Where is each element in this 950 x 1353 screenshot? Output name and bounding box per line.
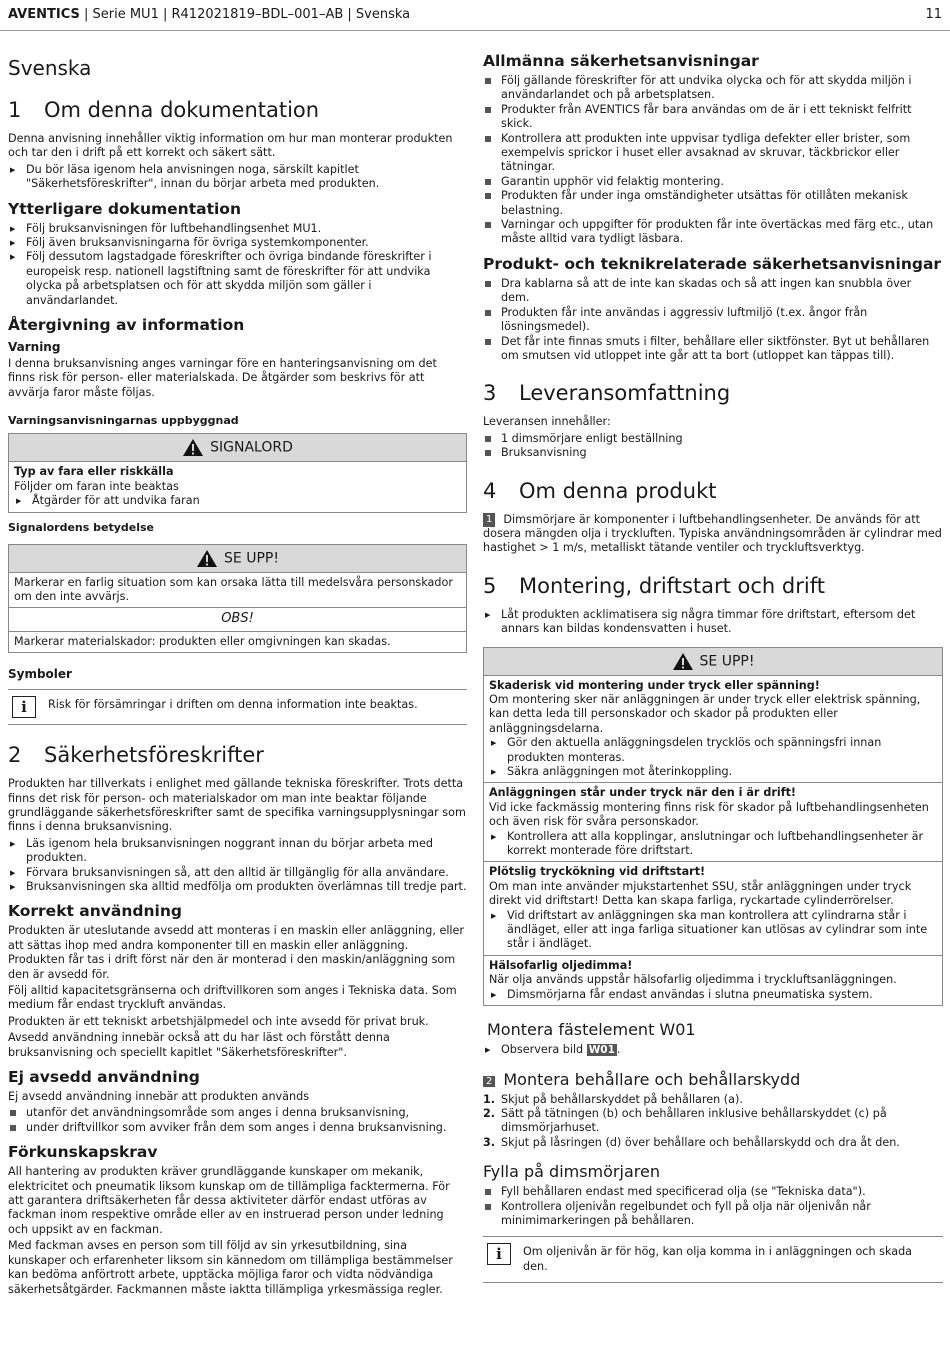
- list-item: ▶ Säkra anläggningen mot återinkoppling.: [489, 765, 937, 779]
- list-item: ▶ Följ dessutom lagstadgade föreskrifter och övriga bindande föreskrifter i europeisk resp. nationell lagstiftning samt de föreskrifter för att undvika olycka på arbetsplatsen och för att skydda miljön som gäller i användarlandet.: [8, 250, 467, 308]
- korrekt-text: Avsedd användning innebär också att du har läst och förstått denna bruksanvisning och speciellt kapitlet "Säkerhetsföreskrifter".: [8, 1031, 390, 1059]
- se-upp-text: Markerar en farlig situation som kan orsaka lätta till medelsvåra personskador om den inte avvärjs.: [14, 575, 453, 603]
- montera-fastelement-heading: Montera fästelement W01: [487, 1020, 696, 1040]
- varning-text: I denna bruksanvisning anges varningar före en hanteringsanvisning om det finns risk för person- eller materialskada. De åtgärder som beskrivs för att avvärja faror måste följas.: [8, 357, 437, 399]
- warning-text: Vid icke fackmässig montering finns risk för skador på luftbehandlingsenheten och även risk för svåra personskador.: [489, 800, 929, 829]
- warning-structure-box: [8, 433, 467, 512]
- list-item: ▶ Dimsmörjarna får endast användas i slutna pneumatiska system.: [489, 988, 937, 1002]
- fylla-heading: Fylla på dimsmörjaren: [483, 1162, 660, 1182]
- korrekt-text: Följ alltid kapacitetsgränserna och driftvillkoren som anges i Tekniska data. Som medium får endast tryckluft användas.: [8, 984, 457, 1012]
- figure-ref-badge: 2: [483, 1076, 495, 1087]
- list-item: ▶ Observera bild W01 .: [483, 1043, 943, 1057]
- produkt-list: [483, 277, 943, 363]
- list-item: ▶ Vid driftstart av anläggningen ska man kontrollera att cylindrarna står i ändläget, eller att inga farliga situationer kan utlösas av cylindrar som inte står i ändläget.: [489, 909, 937, 952]
- section-1-text: Denna anvisning innehåller viktig information om hur man monterar produkten och tar den i drift på ett korrekt och säkert sätt.: [8, 132, 453, 160]
- list-item: ▶ Förvara bruksanvisningen så, att den alltid är tillgänglig för alla användare.: [8, 866, 467, 880]
- brand: AVENTICS: [8, 7, 80, 22]
- fylla-list: [483, 1185, 943, 1228]
- ej-avsedd-list: [8, 1106, 467, 1135]
- warning-title: Plötslig tryckökning vid driftstart!: [489, 865, 706, 879]
- left-column: [8, 56, 467, 1299]
- list-item: Produkten får inte användas i aggressiv luftmiljö (t.ex. ångor från lösningsmedel).: [483, 306, 943, 335]
- section-1-heading: 1 Om denna dokumentation: [8, 98, 320, 122]
- list-item: Produkter från AVENTICS får bara användas om de är i ett tekniskt felfritt skick.: [483, 103, 943, 132]
- info-note-row: [483, 1236, 943, 1283]
- info-symbol-text: Risk för försämringar i driften om denna information inte beaktas.: [48, 698, 418, 712]
- list-item: utanför det användningsområde som anges i denna bruksanvisning,: [8, 1106, 467, 1120]
- page-number: 11: [925, 7, 942, 22]
- warning-triangle-icon: [196, 549, 218, 568]
- list-item: ▶ Låt produkten acklimatisera sig några timmar före driftstart, eftersom det annars kan bildas kondensvatten i huset.: [483, 608, 943, 637]
- list-item: ▶ Läs igenom hela bruksanvisningen noggrant innan du börjar arbeta med produkten.: [8, 837, 467, 866]
- step-item: 2. Sätt på tätningen (b) och behållaren inklusive behållarskyddet (c) på dimsmörjarhuset.: [483, 1106, 887, 1135]
- section-5-heading: 5 Montering, driftstart och drift: [483, 573, 825, 598]
- warning-title: Anläggningen står under tryck när den i är drift!: [489, 786, 797, 800]
- list-item: ▶ Gör den aktuella anläggningsdelen trycklös och spänningsfri innan produkten monteras.: [489, 736, 937, 765]
- list-item: Kontrollera att produkten inte uppvisar tydliga defekter eller brister, som exempelvis sprickor i huset eller avsaknad av skruvar, täckbrickor eller tätningar.: [483, 132, 943, 175]
- warning-triangle-icon: [672, 652, 694, 671]
- list-item: Det får inte finnas smuts i filter, behållare eller siktfönster. Byt ut behållaren om smutsen vid utloppet inte går att ta bort (utloppet kan täppas till).: [483, 335, 943, 364]
- uppbyggnad-heading: Varningsanvisningarnas uppbyggnad: [8, 414, 239, 428]
- hazard-measure: ▶ Åtgärder för att undvika faran: [14, 494, 461, 508]
- step-item: 1. Skjut på behållarskyddet på behållaren (a).: [483, 1092, 743, 1106]
- section-3-text: Leveransen innehåller:: [483, 415, 611, 429]
- section-2-heading: 2 Säkerhetsföreskrifter: [8, 743, 264, 768]
- section-2-text: Produkten har tillverkats i enlighet med gällande tekniska föreskrifter. Trots detta finns det risk för person- och materialskador om man inte beaktar följande grundläggande säkerhetsföreskrifter samt de specifika varningsupplysningar som finns i denna bruksanvisning.: [8, 777, 466, 834]
- montera-behallare-heading: 2 Montera behållare och behållarskydd: [483, 1070, 943, 1089]
- warning-text: Om montering sker när anläggningen är under tryck eller elektrisk spänning, kan detta leda till personskador och skador på produkten eller anläggningsdelarna.: [489, 692, 921, 735]
- ytterligare-list: [8, 222, 467, 308]
- warning-title: Skaderisk vid montering under tryck eller spänning!: [489, 678, 820, 692]
- info-icon: i: [12, 696, 36, 718]
- se-upp-box: [8, 544, 467, 654]
- section-1-list: [8, 163, 467, 192]
- list-item: ▶ Kontrollera att alla kopplingar, anslutningar och luftbehandlingsenheter är korrekt monterade före driftstart.: [489, 830, 937, 859]
- list-item: ▶ Du bör läsa igenom hela anvisningen noga, särskilt kapitlet "Säkerhetsföreskrifter", innan du börjar arbeta med produkten.: [8, 163, 467, 192]
- page-header: [8, 5, 942, 27]
- header-divider: [0, 30, 950, 31]
- forkunskap-heading: Förkunskapskrav: [8, 1143, 158, 1162]
- warning-title: Hälsofarlig oljedimma!: [489, 958, 633, 972]
- obs-text: Markerar materialskador: produkten eller omgivningen kan skadas.: [9, 631, 466, 652]
- header-doc-info: | Serie MU1 | R412021819–BDL–001–AB | Svenska: [79, 7, 411, 22]
- montera-steps: [483, 1093, 943, 1151]
- ytterligare-heading: Ytterligare dokumentation: [8, 199, 241, 218]
- allmanna-list: [483, 74, 943, 247]
- figure-ref-w01: W01: [588, 1044, 615, 1057]
- section-4-text: 1 Dimsmörjare är komponenter i luftbehandlingsenheter. De används för att dosera mängden olja i tryckluften. Typiska användningsområden är cylindrar med hastighet > 1 m/s, metalliskt tätande ventiler och tryckluftsverktyg.: [483, 512, 942, 555]
- atergivning-heading: Återgivning av information: [8, 316, 245, 335]
- produkt-heading: Produkt- och teknikrelaterade säkerhetsanvisningar: [483, 254, 942, 273]
- warning-triangle-icon: [182, 438, 204, 457]
- step-item: 3. Skjut på låsringen (d) över behållare och behållarskydd och dra åt den.: [483, 1135, 900, 1149]
- section-5-list: [483, 608, 943, 637]
- list-item: ▶ Bruksanvisningen ska alltid medfölja om produkten överlämnas till tredje part.: [8, 880, 467, 894]
- varning-heading: Varning: [8, 340, 61, 355]
- right-column: [483, 52, 943, 1291]
- list-item: Fyll behållaren endast med specificerad olja (se "Tekniska data").: [483, 1185, 943, 1199]
- list-item: Kontrollera oljenivån regelbundet och fyll på olja när oljenivån når minimimarkeringen på behållaren.: [483, 1200, 943, 1229]
- list-item: Bruksanvisning: [483, 446, 943, 460]
- warning-text: När olja används uppstår hälsofarlig oljedimma i tryckluftsanläggningen.: [489, 973, 897, 987]
- list-item: Produkten får under inga omständigheter utsättas för otillåten mekanisk belastning.: [483, 189, 943, 218]
- section-3-heading: 3 Leveransomfattning: [483, 381, 731, 406]
- signal-word: SE UPP!: [699, 653, 755, 670]
- korrekt-heading: Korrekt användning: [8, 902, 182, 921]
- hazard-consequence: Följder om faran inte beaktas: [14, 479, 179, 493]
- figure-ref-badge: 1: [483, 513, 495, 527]
- warning-text: Om man inte använder mjukstartenhet SSU, står anläggningen under tryck direkt vid driftstart! Detta kan skapa farliga, ryckartade cylinderrörelser.: [489, 879, 912, 908]
- info-symbol-row: [8, 689, 467, 725]
- hazard-type: Typ av fara eller riskkälla: [14, 465, 174, 479]
- list-item: ▶ Följ även bruksanvisningarna för övriga systemkomponenter.: [8, 236, 467, 250]
- ej-avsedd-heading: Ej avsedd användning: [8, 1068, 200, 1087]
- obs-label: OBS!: [9, 607, 466, 630]
- section-3-list: [483, 432, 943, 461]
- language-heading: Svenska: [8, 56, 92, 80]
- list-item: under driftvillkor som avviker från dem som anges i denna bruksanvisning.: [8, 1121, 467, 1135]
- list-item: Garantin upphör vid felaktig montering.: [483, 175, 943, 189]
- allmanna-heading: Allmänna säkerhetsanvisningar: [483, 52, 759, 70]
- korrekt-text: Produkten är ett tekniskt arbetshjälpmedel och inte avsedd för privat bruk.: [8, 1014, 429, 1028]
- list-item: Följ gällande föreskrifter för att undvika olycka och för att skydda miljön i användarlandet och på arbetsplatsen.: [483, 74, 943, 103]
- signal-word: SIGNALORD: [210, 439, 293, 456]
- montera-list: [483, 1043, 943, 1057]
- signalord-heading: Signalordens betydelse: [8, 520, 154, 534]
- info-note-text: Om oljenivån är för hög, kan olja komma in i anläggningen och skada den.: [523, 1245, 913, 1273]
- list-item: Dra kablarna så att de inte kan skadas och så att ingen kan snubbla över dem.: [483, 277, 943, 306]
- ej-avsedd-text: Ej avsedd användning innebär att produkten används: [8, 1090, 310, 1104]
- list-item: 1 dimsmörjare enligt beställning: [483, 432, 943, 446]
- korrekt-text: Produkten är uteslutande avsedd att monteras i en maskin eller anläggning, eller att sättas ihop med andra komponenter till en maskin eller anläggning. Produkten får tas i drift först när den är monterad i den maskin/anläggning som den är avsedd för.: [8, 924, 465, 981]
- info-icon: i: [487, 1243, 511, 1265]
- list-item: Varningar och uppgifter för produkten får inte övertäckas med färg etc., utan måste alltid vara tydligt läsbara.: [483, 218, 943, 247]
- signal-word: SE UPP!: [224, 550, 279, 566]
- section-2-list: [8, 837, 467, 895]
- forkunskap-text: All hantering av produkten kräver grundläggande kunskaper om mekanik, elektricitet och pneumatik liksom kunskap om de tillämpliga facktermerna. För att garantera driftsäkerheten får dessa aktiviteter därför endast utföras av fackman inom respektive område eller av en instruerad person under ledning och uppsikt av en fackman.: [8, 1165, 450, 1236]
- se-upp-warning-box: [483, 647, 943, 1007]
- list-item: ▶ Följ bruksanvisningen för luftbehandlingsenhet MU1.: [8, 222, 467, 236]
- forkunskap-text: Med fackman avses en person som till följd av sin yrkesutbildning, sina kunskaper och erfarenheter liksom sin kännedom om tillämpliga bestämmelser kan bedöma anförtrott arbete, upptäcka möjliga faror och vidta nödvändiga säkerhetsåtgärder. Fackmannen måste iaktta tillämpliga yrkesmässiga regler.: [8, 1239, 453, 1296]
- symboler-heading: Symboler: [8, 667, 72, 682]
- section-4-heading: 4 Om denna produkt: [483, 478, 717, 503]
